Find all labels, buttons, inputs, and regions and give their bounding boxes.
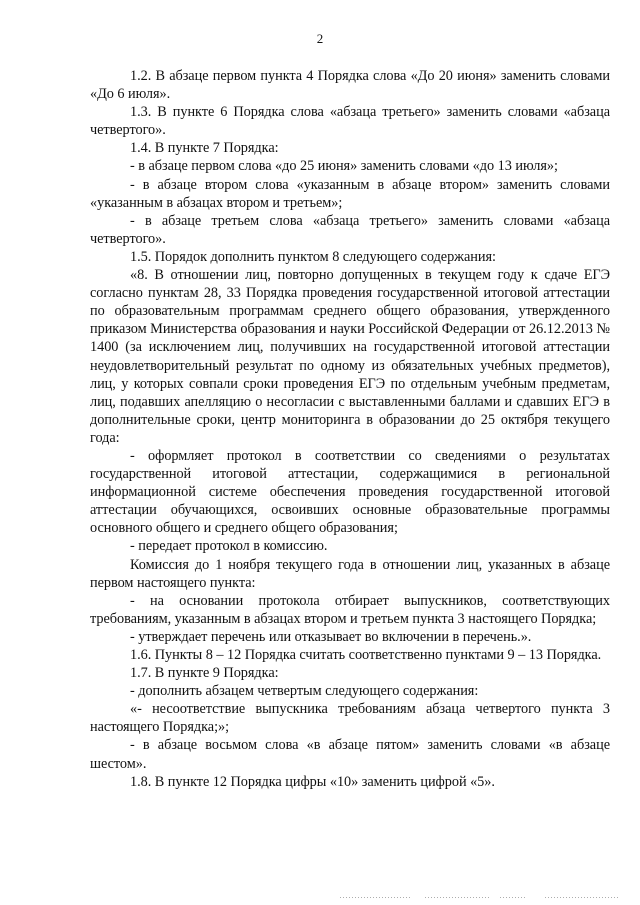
paragraph-commission: Комиссия до 1 ноября текущего года в отношении лиц, указанных в абзаце первом настоящего пункта: <box>90 556 610 591</box>
paragraph-1-7-item-1: - дополнить абзацем четвертым следующего содержания: <box>130 683 479 700</box>
paragraph-1-8: 1.8. В пункте 12 Порядка цифры «10» заменить цифрой «5». <box>130 773 495 790</box>
paragraph-1-4: 1.4. В пункте 7 Порядка: <box>130 140 279 157</box>
scan-artifact <box>0 895 640 901</box>
paragraph-1-7-item-2: - в абзаце восьмом слова «в абзаце пятом» заменить словами «в абзаце шестом». <box>90 737 610 772</box>
paragraph-1-3: 1.3. В пункте 6 Порядка слова «абзаца третьего» заменить словами «абзаца четвертого». <box>90 104 610 139</box>
paragraph-1-7: 1.7. В пункте 9 Порядка: <box>130 665 279 682</box>
paragraph-1-2: 1.2. В абзаце первом пункта 4 Порядка слова «До 20 июня» заменить словами «До 6 июля». <box>90 68 610 103</box>
paragraph-commission-item-2: - утверждает перечень или отказывает во включении в перечень.». <box>130 628 532 645</box>
paragraph-1-4-item-2: - в абзаце втором слова «указанным в абзаце втором» заменить словами «указанным в абзацах втором и третьем»; <box>90 176 610 211</box>
document-body <box>90 67 610 791</box>
paragraph-1-7-quote: «- несоответствие выпускника требованиям абзаца четвертого пункта 3 настоящего Порядка;»; <box>90 701 610 736</box>
paragraph-1-4-item-1: - в абзаце первом слова «до 25 июня» заменить словами «до 13 июля»; <box>130 158 558 175</box>
paragraph-1-5: 1.5. Порядок дополнить пунктом 8 следующего содержания: <box>130 248 496 265</box>
paragraph-1-4-item-3: - в абзаце третьем слова «абзаца третьего» заменить словами «абзаца четвертого». <box>90 212 610 247</box>
paragraph-point-8: «8. В отношении лиц, повторно допущенных в текущем году к сдаче ЕГЭ согласно пунктам 28, 33 Порядка проведения государственной итоговой аттестации по образовательным программам среднего общего образования, утвержденного приказом Министерства образования и науки Российской Федерации от 26.12.2013 № 1400 (за исключением лиц, получивших на государственной итоговой аттестации неудовлетворительный результат по одному из обязательных учебных предметов), лиц, у которых совпали сроки проведения ЕГЭ по отдельным учебным предметам, лиц, подавших апелляцию о несогласии с выставленными баллами и сдавших ЕГЭ в дополнительные сроки, центр мониторинга в образовании до 25 октября текущего года: <box>90 267 610 446</box>
paragraph-point-8-item-1: - оформляет протокол в соответствии со сведениями о результатах государственной итоговой аттестации, содержащимися в региональной информационной системе обеспечения проведения государственной итоговой аттестации обучающихся, освоивших основные образовательные программы основного общего и среднего общего образования; <box>90 447 610 537</box>
paragraph-1-6: 1.6. Пункты 8 – 12 Порядка считать соответственно пунктами 9 – 13 Порядка. <box>130 647 602 663</box>
paragraph-commission-item-1: - на основании протокола отбирает выпускников, соответствующих требованиям, указанным в абзацах втором и третьем пункта 3 настоящего Порядка; <box>90 592 610 627</box>
paragraph-point-8-item-2: - передает протокол в комиссию. <box>130 538 328 555</box>
page-number: 2 <box>316 31 324 46</box>
